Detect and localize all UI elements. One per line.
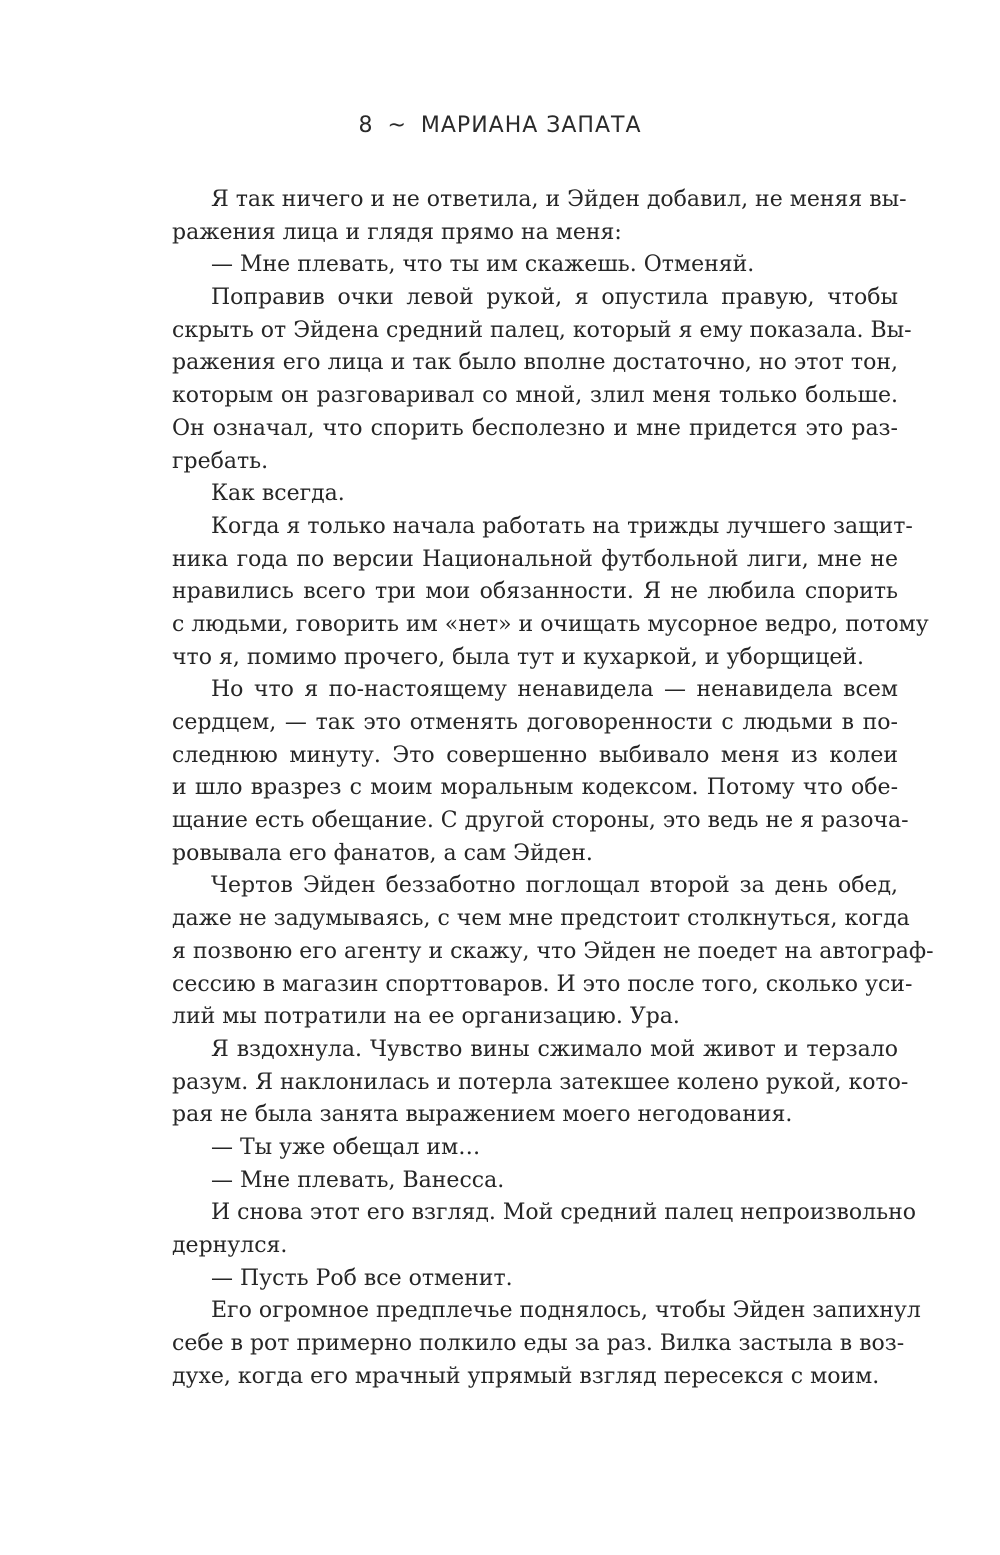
text-line: И снова этот его взгляд. Мой средний палец непроизвольно xyxy=(211,1200,917,1226)
text-line: скрыть от Эйдена средний палец, который я ему показала. Вы- xyxy=(172,317,912,343)
text-line: даже не задумываясь, с чем мне предстоит столкнуться, когда xyxy=(172,906,910,932)
text-line: Чертов Эйден беззаботно поглощал второй за день обед, xyxy=(211,873,898,899)
text-line: рая не была занята выражением моего негодования. xyxy=(172,1102,793,1128)
text-line: — Мне плевать, Ванесса. xyxy=(211,1167,505,1193)
text-line: — Пусть Роб все отменит. xyxy=(211,1265,513,1291)
text-line: и шло вразрез с моим моральным кодексом. Потому что обе- xyxy=(172,775,898,801)
text-line: Я так ничего и не ответила, и Эйден добавил, не меняя вы- xyxy=(211,187,907,212)
text-line: Поправив очки левой рукой, я опустила правую, чтобы xyxy=(211,285,898,311)
author-name: МАРИАНА ЗАПАТА xyxy=(420,113,642,138)
running-head xyxy=(0,113,1000,138)
text-line: следнюю минуту. Это совершенно выбивало меня из колеи xyxy=(172,742,898,768)
text-line: Но что я по-настоящему ненавидела — ненавидела всем xyxy=(211,677,898,703)
text-line: что я, помимо прочего, была тут и кухаркой, и уборщицей. xyxy=(172,644,865,670)
text-line: лий мы потратили на ее организацию. Ура. xyxy=(172,1004,680,1030)
text-line: дернулся. xyxy=(172,1233,288,1258)
text-line: ровывала его фанатов, а сам Эйден. xyxy=(172,840,593,866)
text-line: я позвоню его агенту и скажу, что Эйден не поедет на автограф- xyxy=(172,938,934,964)
text-line: которым он разговаривал со мной, злил меня только больше. xyxy=(172,383,898,409)
text-line: сессию в магазин спорттоваров. И это после того, сколько уси- xyxy=(172,971,913,997)
text-line: разум. Я наклонилась и потерла затекшее колено рукой, кото- xyxy=(172,1069,909,1095)
text-line: ражения его лица и так было вполне достаточно, но этот тон, xyxy=(172,350,898,376)
text-line: гребать. xyxy=(172,448,269,474)
text-line: — Мне плевать, что ты им скажешь. Отменяй. xyxy=(211,252,755,278)
text-line: ника года по версии Национальной футбольной лиги, мне не xyxy=(172,546,898,572)
text-line: с людьми, говорить им «нет» и очищать мусорное ведро, потому xyxy=(172,611,929,637)
text-line: Я вздохнула. Чувство вины сжимало мой живот и терзало xyxy=(211,1036,898,1062)
body-text xyxy=(172,184,934,1393)
text-line: себе в рот примерно полкило еды за раз. Вилка застыла в воз- xyxy=(172,1331,905,1357)
header-separator: ~ xyxy=(387,113,407,138)
text-line: Он означал, что спорить бесполезно и мне придется это раз- xyxy=(172,415,898,441)
text-line: Когда я только начала работать на трижды лучшего защит- xyxy=(211,513,913,539)
text-line: духе, когда его мрачный упрямый взгляд пересекся с моим. xyxy=(172,1363,880,1389)
page-number: 8 xyxy=(358,113,374,138)
text-line: — Ты уже обещал им… xyxy=(211,1134,481,1160)
text-line: ражения лица и глядя прямо на меня: xyxy=(172,219,622,245)
text-line: щание есть обещание. С другой стороны, это ведь не я разоча- xyxy=(172,808,909,834)
text-line: сердцем, — так это отменять договоренности с людьми в по- xyxy=(172,710,898,735)
text-line: Его огромное предплечье поднялось, чтобы Эйден запихнул xyxy=(211,1298,921,1324)
text-line: нравились всего три мои обязанности. Я не любила спорить xyxy=(172,579,898,605)
text-line: Как всегда. xyxy=(211,481,345,507)
